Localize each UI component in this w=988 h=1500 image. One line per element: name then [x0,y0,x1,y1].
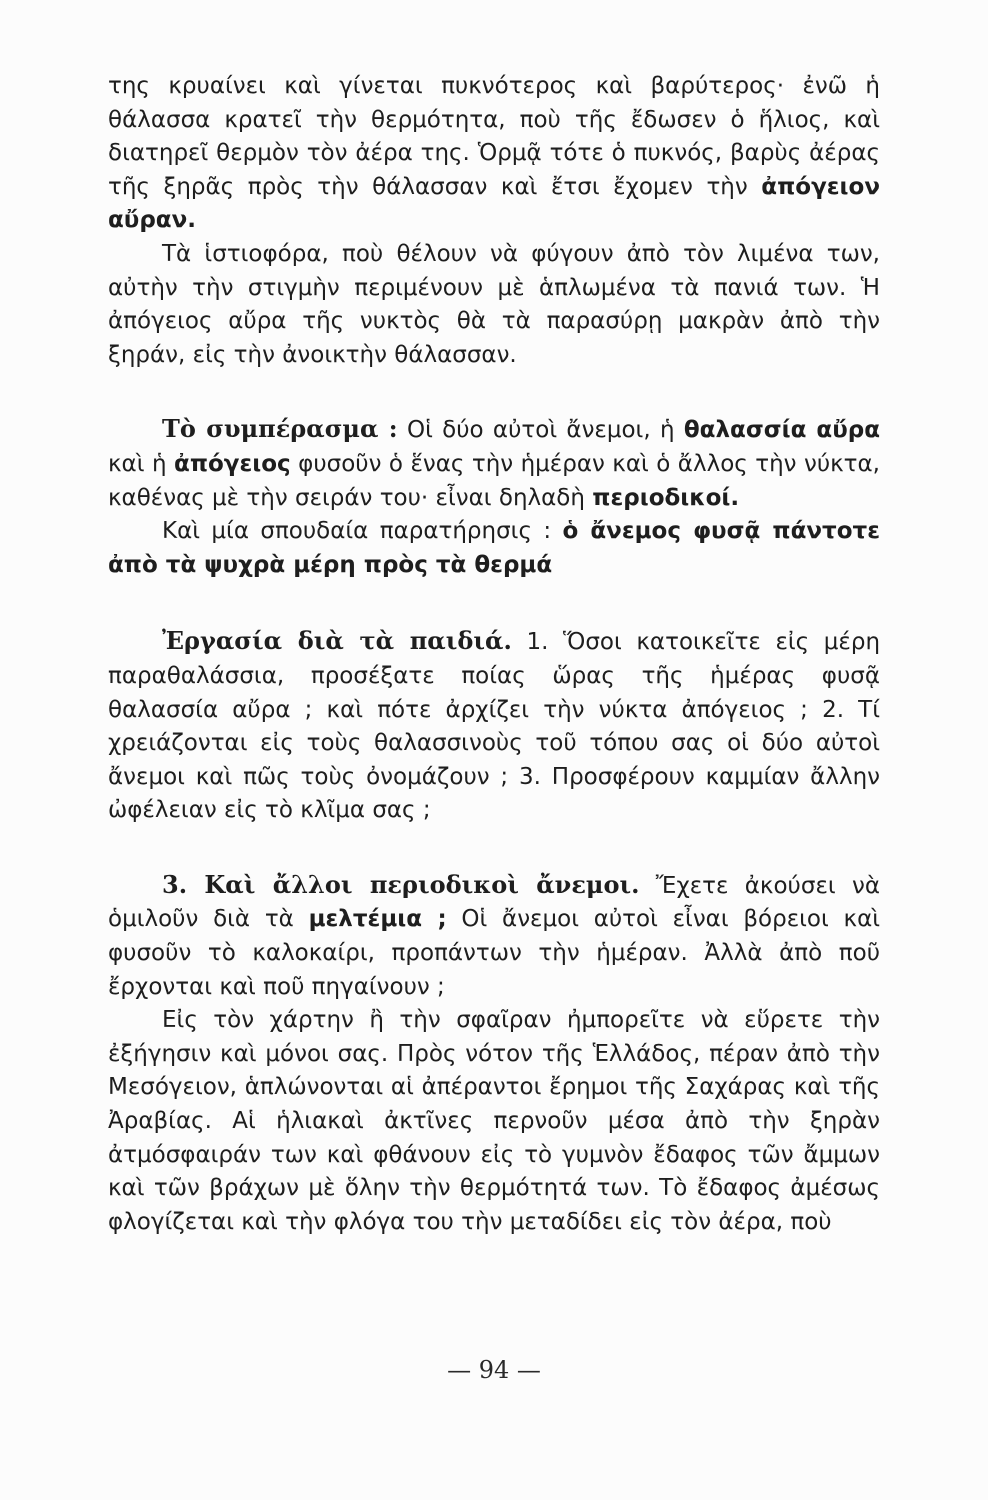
section-3-text: Ἔχετε ἀκούσει νὰ ὁμιλοῦν διὰ τὰ [108,872,880,933]
paragraph-continuation [108,70,880,238]
paragraph-sailboats [108,238,880,372]
term-thalassia-aura: θαλασσία αὔρα [683,417,881,444]
paragraph-conclusion [108,412,880,515]
paragraph-observation [108,515,880,582]
exercise-label: Ἐργασία διὰ τὰ παιδιά. [162,626,512,656]
paragraph-text: Εἰς τὸν χάρτην ἢ τὴν σφαῖραν ἠμπορεῖτε νὰ εὕρετε τὴν ἐξήγησιν καὶ μόνοι σας. Πρὸς νότον τῆς Ἑλλάδος, πέραν ἀπὸ τὴν Μεσόγειον, ἁπλώνονται αἱ ἀπέραντοι ἔρημοι τῆς Σαχάρας καὶ τῆς Ἀραβίας. Αἱ ἡλιακαὶ ἀκτῖνες περνοῦν μέσα ἀπὸ τὴν ξηρὰν ἀτμόσφαιράν των καὶ φθάνουν εἰς τὸ γυμνὸν ἔδαφος τῶν ἄμμων καὶ τῶν βράχων μὲ ὅλην τὴν θερμότητά των. Τὸ ἔδαφος ἀμέσως φλογίζεται καὶ τὴν φλόγα του τὴν μεταδίδει εἰς τὸν ἀέρα, ποὺ [108,1007,880,1235]
conclusion-text: φυσοῦν ὁ ἕνας τὴν ἡμέραν καὶ ὁ ἄλλος τὴν νύκτα, καθένας μὲ τὴν σειράν του· εἶναι δηλαδὴ [108,450,880,511]
term-apogeios: ἀπόγειος [174,450,291,477]
paragraph-section-3 [108,868,880,1004]
paragraph-text: Τὰ ἱστιοφόρα, ποὺ θέλουν νὰ φύγουν ἀπὸ τὸν λιμένα των, αὐτὴν τὴν στιγμὴν περιμένουν μὲ ἁπλωμένα τὰ πανιά των. Ἡ ἀπόγειος αὔρα τῆς νυκτὸς θὰ τὰ παρασύρῃ μακρὰν ἀπὸ τὴν ξηράν, εἰς τὴν ἀνοικτὴν θάλασσαν. [108,240,880,368]
paragraph-exercise [108,624,880,828]
observation-rule: ὁ ἄνεμος φυσᾷ πάντοτε ἀπὸ τὰ ψυχρὰ μέρη πρὸς τὰ θερμά [108,518,881,578]
section-3-heading: 3. Καὶ ἄλλοι περιοδικοὶ ἄνεμοι. [162,869,640,899]
exercise-text: 1. Ὅσοι κατοικεῖτε εἰς μέρη παραθαλάσσια, προσέξατε ποίας ὥρας τῆς ἡμέρας φυσᾷ θαλασσία αὔρα ; καὶ πότε ἀρχίζει τὴν νύκτα ἀπόγειος ; 2. Τί χρειάζονται εἰς τοὺς θαλασσινοὺς τοῦ τόπου σας οἱ δύο αὐτοὶ ἄνεμοι καὶ πῶς τοὺς ὀνομάζουν ; 3. Προσφέρουν καμμίαν ἄλλην ὠφέλειαν εἰς τὸ κλῖμα σας ; [108,629,881,824]
observation-text: Καὶ μία σπουδαία παρατήρησις : [162,518,552,545]
paragraph-map-explanation [108,1004,880,1239]
section-3-text: Οἱ ἄνεμοι αὐτοὶ εἶναι βόρειοι καὶ φυσοῦν τὸ καλοκαίρι, προπάντων τὴν ἡμέραν. Ἀλλὰ ἀπὸ ποῦ ἔρχονται καὶ ποῦ πηγαίνουν ; [108,906,881,1000]
page-body [108,70,880,1239]
term-apogeion-auran: ἀπόγειον αὔραν. [108,173,880,234]
term-meltemia: μελτέμια ; [308,906,447,933]
conclusion-text: Οἱ δύο αὐτοὶ ἄνεμοι, ἡ [406,417,675,444]
conclusion-label: Τὸ συμπέρασμα : [162,414,398,444]
paragraph-text: της κρυαίνει καὶ γίνεται πυκνότερος καὶ βαρύτερος· ἐνῶ ἡ θάλασσα κρατεῖ τὴν θερμότητα, ποὺ τῆς ἔδωσεν ὁ ἥλιος, καὶ διατηρεῖ θερμὸν τὸν ἀέρα της. Ὁρμᾷ τότε ὁ πυκνός, βαρὺς ἀέρας τῆς ξηρᾶς πρὸς τὴν θάλασσαν καὶ ἔτσι ἔχομεν τὴν [108,73,880,200]
term-periodikoi: περιοδικοί. [592,484,740,511]
conclusion-text: καὶ ἡ [108,450,167,477]
page-number: — 94 — [447,1356,541,1384]
